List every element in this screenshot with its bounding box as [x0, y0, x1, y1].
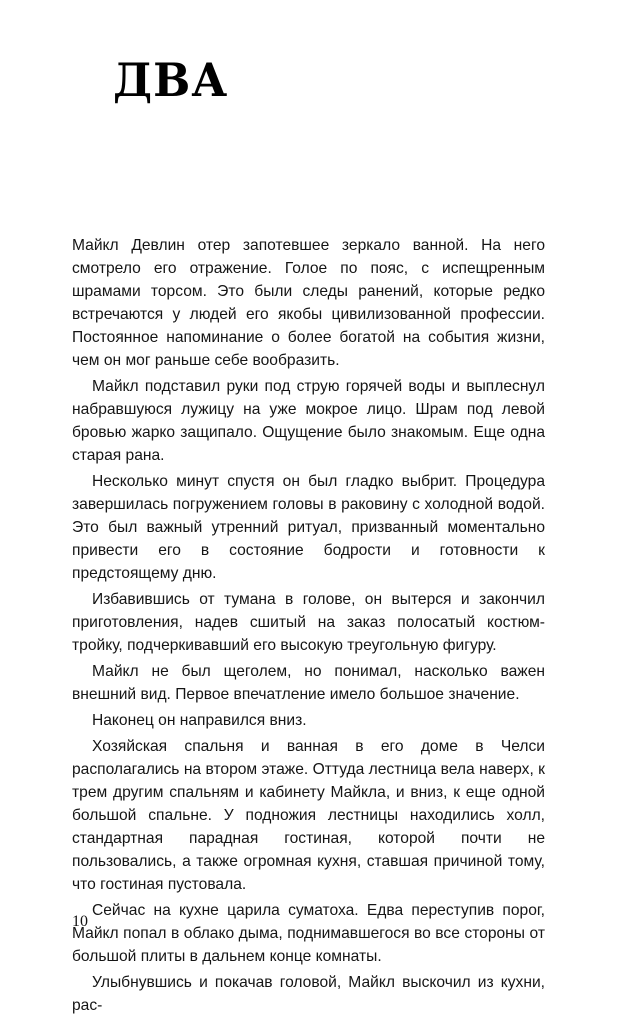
- paragraph: Несколько минут спустя он был гладко выбрит. Процедура завершилась погружением головы в раковину с холодной водой. Это был важный утренний ритуал, призванный моментально привести его в состояние бодрости и готовности к предстоящему дню.: [72, 473, 545, 582]
- paragraph: Майкл Девлин отер запотевшее зеркало ванной. На него смотрело его отражение. Голое по пояс, с испещренным шрамами торсом. Это были следы ранений, которые редко встречаются у людей его якобы цивилизованной профессии. Постоянное напоминание о более богатой на события жизни, чем он мог раньше себе вообразить.: [72, 237, 545, 369]
- chapter-body: [72, 234, 545, 1017]
- paragraph: Хозяйская спальня и ванная в его доме в Челси располагались на втором этаже. Оттуда лестница вела наверх, к трем другим спальням и кабинету Майкла, и вниз, к еще одной большой спальне. У подножия лестницы находились холл, стандартная парадная гостиная, которой почти не пользовались, а также огромная кухня, ставшая причиной тому, что гостиная пустовала.: [72, 738, 545, 893]
- paragraph: Майкл подставил руки под струю горячей воды и выплеснул набравшуюся лужицу на уже мокрое лицо. Шрам под левой бровью жарко защипало. Ощущение было знакомым. Еще одна старая рана.: [72, 378, 545, 464]
- paragraph: Избавившись от тумана в голове, он вытерся и закончил приготовления, надев сшитый на заказ полосатый костюм-тройку, подчеркивавший его высокую треугольную фигуру.: [72, 591, 545, 654]
- paragraph: Сейчас на кухне царила суматоха. Едва переступив порог, Майкл попал в облако дыма, поднимавшегося во все стороны от большой плиты в дальнем конце комнаты.: [72, 902, 545, 965]
- page-number: 10: [72, 913, 88, 930]
- paragraph: Майкл не был щеголем, но понимал, насколько важен внешний вид. Первое впечатление имело большое значение.: [72, 663, 545, 703]
- chapter-title: ДВА: [113, 53, 229, 108]
- paragraph: Улыбнувшись и покачав головой, Майкл выскочил из кухни, рас-: [72, 974, 545, 1014]
- paragraph: Наконец он направился вниз.: [92, 712, 307, 729]
